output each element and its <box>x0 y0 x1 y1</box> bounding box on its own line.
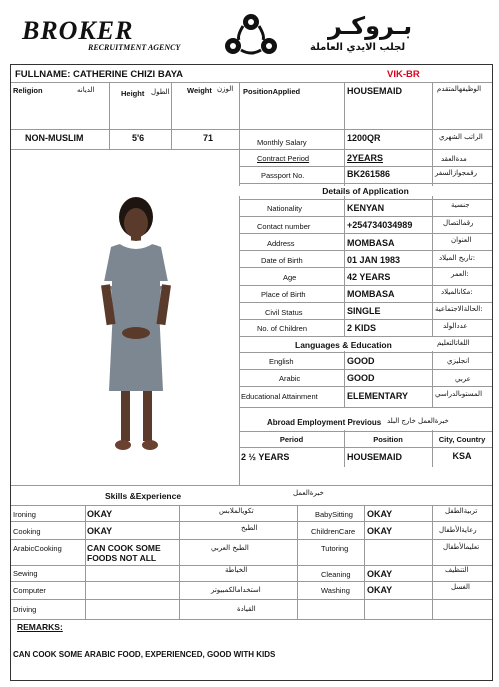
sewing-label: Sewing <box>13 569 38 578</box>
children-label-ar: عددالولد <box>443 322 468 330</box>
application-section-title: Details of Application <box>239 186 492 196</box>
agency-logo-text: BROKER <box>22 16 134 45</box>
dob-value: 01 JAN 1983 <box>347 255 401 265</box>
education-label-ar: المستوىالدراسي <box>435 390 483 398</box>
abroad-col-position: Position <box>373 435 403 444</box>
candidate-photo <box>91 191 181 461</box>
religion-label-ar: الديانه <box>77 86 95 94</box>
pob-label: Place of Birth <box>261 290 306 299</box>
languages-section-title-ar: اللغاتالتعليم <box>437 339 470 347</box>
ironing-value: OKAY <box>87 509 113 519</box>
position-label-ar: الوظيفهالمتقدم <box>437 85 482 93</box>
contact-label: Contact number <box>257 222 311 231</box>
ironing-label-ar: تكويالملابس <box>219 507 254 515</box>
remarks-text: CAN COOK SOME ARABIC FOOD, EXPERIENCED, GOOD WITH KIDS <box>13 650 276 659</box>
tutoring-label-ar: تعليمالأطفال <box>443 543 480 551</box>
religion-label: Religion <box>13 86 43 95</box>
english-label: English <box>269 357 294 366</box>
agency-tagline-arabic: لجلب الايدي العاملة <box>310 42 406 53</box>
pob-value: MOMBASA <box>347 289 395 299</box>
cooking-label: Cooking <box>13 527 41 536</box>
fullname: FULLNAME: CATHERINE CHIZI BAYA <box>15 69 184 80</box>
nationality-label-ar: جنسية <box>451 201 470 209</box>
abroad-section-title-ar: خبرةالعمل خارج البلد <box>387 417 449 425</box>
childrencare-value: OKAY <box>367 526 393 536</box>
position-value: HOUSEMAID <box>347 86 403 96</box>
driving-label-ar: القيادة <box>237 605 256 613</box>
tutoring-label: Tutoring <box>321 544 349 553</box>
weight-label: Weight <box>187 86 212 95</box>
education-value: ELEMENTARY <box>347 391 409 401</box>
english-label-ar: انجليزي <box>447 357 470 365</box>
dob-label: Date of Birth <box>261 256 303 265</box>
abroad-period-value: 2 ½ YEARS <box>241 452 290 462</box>
computer-label: Computer <box>13 586 46 595</box>
address-label-ar: العنوان <box>451 236 472 244</box>
civil-status-label: Civil Status <box>265 308 303 317</box>
arabiccooking-label: ArabicCooking <box>13 544 62 553</box>
driving-label: Driving <box>13 605 37 614</box>
cleaning-value: OKAY <box>367 569 393 579</box>
childrencare-label: ChildrenCare <box>311 527 356 536</box>
address-label: Address <box>267 239 295 248</box>
salary-label: Monthly Salary <box>257 138 307 147</box>
civil-status-label-ar: الحالةالاجتماعية: <box>435 305 483 313</box>
ironing-label: Ironing <box>13 510 36 519</box>
age-label: Age <box>283 273 297 282</box>
washing-label: Washing <box>321 586 350 595</box>
children-value: 2 KIDS <box>347 323 377 333</box>
contact-label-ar: رقمالتصال <box>443 219 474 227</box>
age-value: 42 YEARS <box>347 272 391 282</box>
abroad-col-country: City, Country <box>438 435 486 444</box>
nationality-label: Nationality <box>267 204 303 213</box>
abroad-col-period: Period <box>279 435 304 444</box>
agency-header <box>8 6 493 60</box>
abroad-position-value: HOUSEMAID <box>347 452 403 462</box>
passport-value: BK261586 <box>347 169 391 179</box>
cooking-value: OKAY <box>87 526 113 536</box>
height-label: Height <box>121 89 145 98</box>
abroad-country-value: KSA <box>452 451 472 461</box>
agency-logo-icon <box>223 12 279 58</box>
weight-label-ar: الوزن <box>217 85 234 93</box>
english-value: GOOD <box>347 356 375 366</box>
arabic-value: GOOD <box>347 373 375 383</box>
cv-sheet <box>10 64 493 681</box>
salary-label-ar: الراتب الشهري <box>439 133 483 141</box>
childrencare-label-ar: رعايةالأطفال <box>439 526 477 534</box>
weight-value: 71 <box>203 133 214 143</box>
babysitting-value: OKAY <box>367 509 393 519</box>
arabic-label: Arabic <box>279 374 301 383</box>
languages-section-title: Languages & Education <box>295 340 392 350</box>
religion-value: NON-MUSLIM <box>25 133 84 143</box>
agency-logo-arabic: بـروكـر <box>328 12 413 40</box>
sewing-label-ar: الخياطة <box>225 566 248 574</box>
height-label-ar: الطول <box>151 88 170 96</box>
contract-period-label: Contract Period <box>257 154 310 163</box>
salary-value: 1200QR <box>347 133 381 143</box>
babysitting-label: BabySitting <box>315 510 353 519</box>
address-value: MOMBASA <box>347 238 395 248</box>
computer-label-ar: استخدامالكمبيوتر <box>211 586 261 594</box>
education-label: Educational Attainment <box>241 392 318 401</box>
arabiccooking-value: CAN COOK SOME FOODS NOT ALL <box>87 543 161 563</box>
dob-label-ar: تاريخ الميلاد: <box>439 254 476 262</box>
passport-label: Passport No. <box>261 171 305 180</box>
pob-label-ar: مكانالميلاد: <box>441 288 473 296</box>
reference-code: VIK-BR <box>387 69 420 80</box>
abroad-section-title: Abroad Employment Previous <box>267 418 382 427</box>
children-label: No. of Children <box>257 324 308 333</box>
remarks-label: REMARKS: <box>17 622 63 632</box>
cooking-label-ar: الطبخ <box>241 524 258 532</box>
height-value: 5'6 <box>132 133 145 143</box>
civil-status-value: SINGLE <box>347 306 381 316</box>
age-label-ar: العمر: <box>451 270 469 278</box>
washing-value: OKAY <box>367 585 393 595</box>
position-label: PositionApplied <box>243 87 301 96</box>
contract-period-value: 2YEARS <box>347 153 384 163</box>
arabic-label-ar: عربي <box>455 375 471 383</box>
nationality-value: KENYAN <box>347 203 385 213</box>
skills-section-title-ar: خبرةالعمل <box>293 489 324 497</box>
cleaning-label-ar: التنظيف <box>445 566 469 574</box>
babysitting-label-ar: تربيةالطفل <box>445 507 478 515</box>
agency-tagline: RECRUITMENT AGENCY <box>88 43 181 52</box>
contract-period-label-ar: مدةالعقد <box>441 155 467 163</box>
skills-section-title: Skills &Experience <box>105 491 182 501</box>
cleaning-label: Cleaning <box>321 570 351 579</box>
arabiccooking-label-ar: الطبخ العربي <box>211 544 249 552</box>
washing-label-ar: الغسل <box>451 583 471 591</box>
contact-value: +254734034989 <box>347 220 413 230</box>
passport-label-ar: رقمجوازالسفر <box>435 169 477 177</box>
